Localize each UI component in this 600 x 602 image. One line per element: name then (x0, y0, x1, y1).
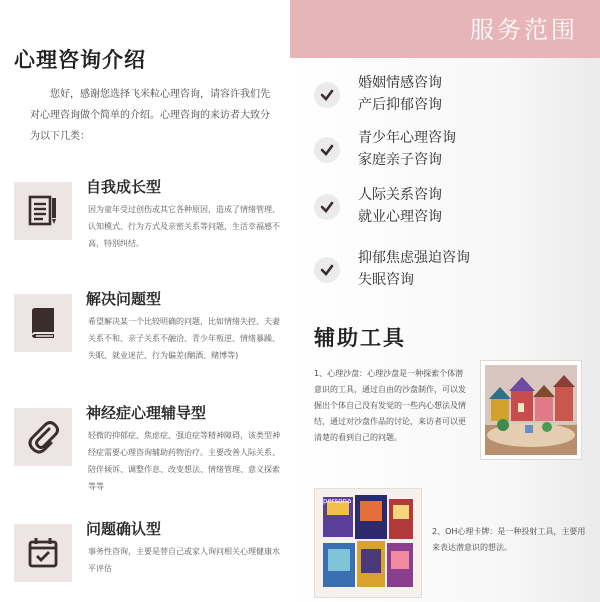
oh-cards-photo (314, 488, 422, 598)
service-line: 抑郁焦虑强迫咨询 (358, 250, 470, 266)
intro-text: 您好，感谢您选择飞米粒心理咨询，请容许我们先对心理咨询做个简单的介绍。心理咨询的来访者大致分为以下几类： (30, 89, 270, 142)
service-item (314, 72, 584, 120)
sandtray-text: 1、心理沙盘：心理沙盘是一种探索个体潜意识的工具，通过自由的沙盘制作，可以发掘出个体自己没有发觉的一些内心想法及情结，通过对沙盘作品的讨论，来访者可以更清楚的看到自己的问题。 (314, 369, 466, 442)
book-icon (14, 294, 72, 352)
type-title: 解决问题型 (86, 290, 162, 308)
services-banner (290, 0, 600, 58)
service-line: 失眠咨询 (358, 272, 414, 288)
service-item (314, 247, 584, 295)
intro-title: 心理咨询介绍 (14, 48, 146, 72)
type-desc: 因为童年受过创伤或其它各种原因，造成了情绪管理、认知模式、行为方式及亲密关系等问题，生活幸福感不高，特别纠结。 (88, 205, 280, 248)
intro-column (0, 0, 290, 602)
service-item (314, 184, 584, 232)
type-desc: 希望解决某一个比较明确的问题，比如情绪失控、夫妻关系不和、亲子关系不融洽、青少年叛逆、情绪暴躁、失眠、就业迷茫、行为偏差(酗酒、赌博等) (88, 317, 280, 360)
type-title: 问题确认型 (86, 520, 162, 538)
sandtray-photo (480, 360, 582, 460)
service-line: 就业心理咨询 (358, 209, 442, 225)
service-line: 人际关系咨询 (358, 187, 442, 203)
type-desc: 事务性咨询，主要是替自己或家人询问相关心理健康水平评估 (88, 547, 280, 573)
services-column (290, 0, 600, 602)
check-icon (314, 137, 340, 163)
type-desc: 轻微的抑郁症、焦虑症、强迫症等精神障碍，该类型神经症需要心理咨询辅助药物治疗。主要改善人际关系、陪伴倾诉、调整作息、改变想法、情绪管理、意义探索等等 (88, 431, 280, 491)
type-neurosis-counseling (14, 402, 286, 492)
services-title: 服务范围 (470, 16, 578, 44)
type-title: 神经症心理辅导型 (86, 404, 207, 422)
service-item (314, 127, 584, 175)
service-line: 产后抑郁咨询 (358, 97, 442, 113)
type-problem-solving (14, 288, 286, 378)
document-edit-icon (14, 182, 72, 240)
check-icon (314, 194, 340, 220)
service-line: 青少年心理咨询 (358, 130, 456, 146)
type-problem-confirmation (14, 518, 286, 602)
oh-cards-brand: persona (323, 497, 352, 505)
paperclip-icon (14, 408, 72, 466)
oh-cards-text: 2、OH心理卡牌：是一种投射工具，主要用来表达潜意识的想法。 (432, 527, 586, 552)
tools-title: 辅助工具 (314, 326, 406, 350)
service-line: 婚姻情感咨询 (358, 75, 442, 91)
check-icon (314, 257, 340, 283)
check-icon (314, 82, 340, 108)
service-line: 家庭亲子咨询 (358, 152, 442, 168)
type-title: 自我成长型 (86, 178, 162, 196)
calendar-check-icon (14, 524, 72, 582)
type-self-growth (14, 176, 286, 266)
